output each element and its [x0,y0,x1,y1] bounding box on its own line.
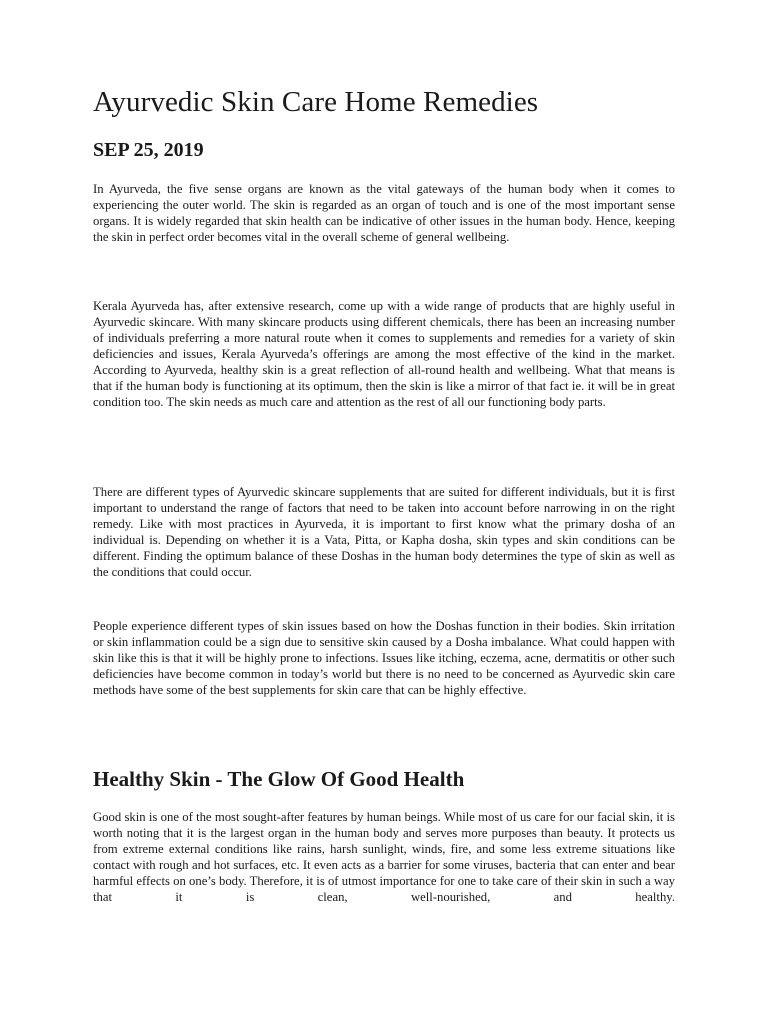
paragraph-healthy-skin: Good skin is one of the most sought-after features by human beings. While most of us care for our facial skin, it is worth noting that it is the largest organ in the human body and serves more purposes than beauty. It protects us from extreme external conditions like rains, harsh sunlight, winds, fire, and some less extreme situations like contact with rough and hot surfaces, etc. It even acts as a barrier for some viruses, bacteria that can enter and bear harmful effects on one’s body. Therefore, it is of utmost importance for one to take care of their skin in such a way that it is clean, well-nourished, and healthy. [93,810,675,904]
paragraph-skincare-supplements: There are different types of Ayurvedic skincare supplements that are suited for different individuals, but it is first important to understand the range of factors that need to be taken into account before narrowing in on the right remedy. Like with most practices in Ayurveda, it is important to first know what the primary dosha of an individual is. Depending on whether it is a Vata, Pitta, or Kapha dosha, skin types and skin conditions can be different. Finding the optimum balance of these Doshas in the human body determines the type of skin as well as the conditions that could occur. [93,485,675,579]
paragraph-kerala-ayurveda: Kerala Ayurveda has, after extensive research, come up with a wide range of products that are highly useful in Ayurvedic skincare. With many skincare products using different chemicals, there has been an increasing number of individuals preferring a more natural route when it comes to supplements and remedies for a variety of skin deficiencies and issues, Kerala Ayurveda’s offerings are among the most effective of the kind in the market. According to Ayurveda, healthy skin is a great reflection of all-round health and wellbeing. What that means is that if the human body is functioning at its optimum, then the skin is like a mirror of that fact ie. it will be in great condition too. The skin needs as much care and attention as the rest of all our functioning body parts. [93,299,675,409]
publish-date: SEP 25, 2019 [93,139,204,161]
paragraph-skin-issues: People experience different types of skin issues based on how the Doshas function in their bodies. Skin irritation or skin inflammation could be a sign due to sensitive skin caused by a Dosha imbalance. What could happen with skin like this is that it will be highly prone to infections. Issues like itching, eczema, acne, dermatitis or other such deficiencies have become common in today’s world but there is no need to be concerned as Ayurvedic skin care methods have some of the best supplements for skin care that can be highly effective. [93,619,675,697]
section-heading: Healthy Skin - The Glow Of Good Health [93,767,465,791]
page-title: Ayurvedic Skin Care Home Remedies [93,86,539,118]
paragraph-intro: In Ayurveda, the five sense organs are known as the vital gateways of the human body when it comes to experiencing the outer world. The skin is regarded as an organ of touch and is one of the most important sense organs. It is widely regarded that skin health can be indicative of other issues in the human body. Hence, keeping the skin in perfect order becomes vital in the overall scheme of general wellbeing. [93,182,675,244]
